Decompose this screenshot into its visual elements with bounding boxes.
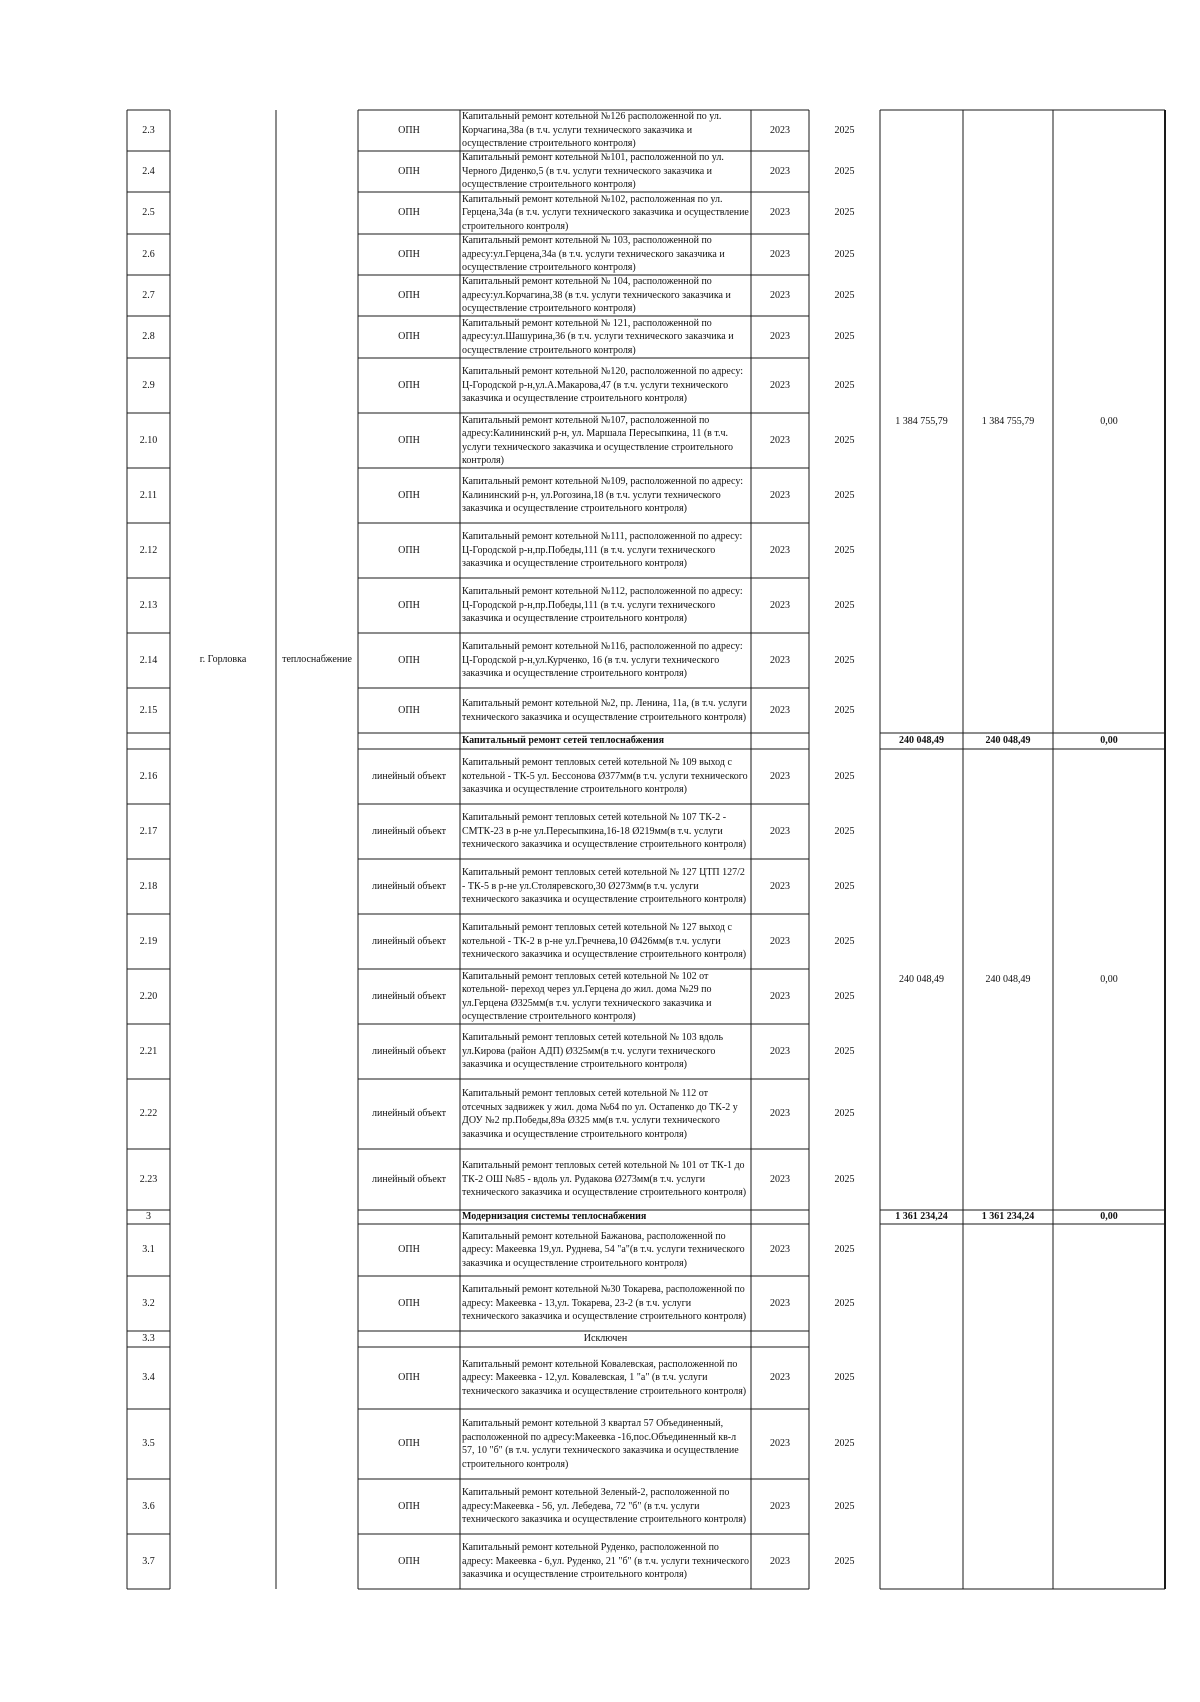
year-end: 2025 [834, 1045, 855, 1057]
row-number: 2.9 [142, 379, 155, 391]
city-name: г. Горловка [199, 654, 247, 666]
row-number: 3.3 [142, 1333, 155, 1345]
year-end: 2025 [834, 654, 855, 666]
object-type: ОПН [398, 654, 420, 666]
object-type: ОПН [398, 1555, 420, 1567]
year-start: 2023 [770, 825, 790, 837]
year-end: 2025 [834, 248, 855, 260]
row-number: 3.1 [142, 1244, 155, 1256]
work-description: Капитальный ремонт котельной №126 расположенной по ул. Корчагина,38а (в т.ч. услуги технического заказчика и осуществление строительного контроля) [462, 111, 722, 150]
year-end: 2025 [834, 207, 855, 219]
group-total: 1 384 755,79 [895, 415, 948, 427]
section-total: 1 361 234,24 [981, 1211, 1035, 1223]
year-start: 2023 [770, 331, 790, 343]
work-description: Капитальный ремонт котельной 3 квартал 57 Объединенный, расположенной по адресу:Макеевка -16,пос.Объединенный кв-л 57, 10 "б" (в т.ч. услуги технического заказчика и осуществление строительного контроля) [462, 1418, 739, 1470]
year-end: 2025 [834, 599, 855, 611]
section-total: 0,00 [1100, 1211, 1118, 1223]
year-start [751, 733, 809, 749]
object-type: ОПН [398, 1500, 420, 1512]
year-start: 2023 [770, 544, 790, 556]
row-number: 2.13 [139, 599, 158, 611]
year-end: 2025 [834, 880, 855, 892]
year-start: 2023 [770, 704, 790, 716]
row-number: 2.19 [139, 935, 158, 947]
year-start: 2023 [770, 1297, 790, 1309]
row-number: 2.4 [142, 165, 155, 177]
row-number: 2.17 [139, 825, 158, 837]
year-start: 2023 [770, 165, 790, 177]
row-number: 2.20 [139, 990, 158, 1002]
work-description: Капитальный ремонт тепловых сетей котельной № 112 от отсечных задвижек у жил. дома №64 по ул. Остапенко до ТК-2 у ДОУ №2 пр.Победы,89а Ø325 мм(в т.ч. услуги технического заказчика и осуществление строительного контроля) [462, 1088, 738, 1140]
work-description: Капитальный ремонт котельной №107, расположенной по адресу:Калининский р-н, ул. Маршала Пересыпкина, 11 (в т.ч. услуги технического заказчика и осуществление строительного контроля) [462, 414, 734, 466]
object-type [358, 733, 460, 749]
group-total: 1 384 755,79 [981, 415, 1035, 427]
year-start: 2023 [770, 880, 790, 892]
year-start [751, 1331, 809, 1347]
row-number: 2.3 [142, 124, 155, 136]
object-type: линейный объект [372, 1108, 446, 1120]
row-number: 2.16 [139, 770, 158, 782]
year-start: 2023 [770, 1173, 790, 1185]
year-start: 2023 [770, 1438, 790, 1450]
work-description: Капитальный ремонт тепловых сетей котельной № 107 ТК-2 - СМТК-23 в р-не ул.Пересыпкина,16-18 Ø219мм(в т.ч. услуги технического заказчика и осуществление строительного контроля) [462, 812, 747, 851]
section-total: 1 361 234,24 [895, 1211, 948, 1223]
group-total: 240 048,49 [985, 973, 1031, 985]
year-start [751, 1210, 809, 1224]
group-total: 0,00 [1100, 973, 1118, 985]
year-end [809, 1210, 880, 1224]
row-number: 2.8 [142, 331, 155, 343]
year-start: 2023 [770, 770, 790, 782]
work-description: Исключен [583, 1333, 628, 1345]
work-description: Капитальный ремонт котельной № 104, расположенной по адресу:ул.Корчагина,38 (в т.ч. услуги технического заказчика и осуществление строительного контроля) [462, 276, 731, 315]
year-start: 2023 [770, 1108, 790, 1120]
work-description: Капитальный ремонт котельной Ковалевская, расположенной по адресу: Макеевка - 12,ул. Ковалевская, 1 "а" (в т.ч. услуги технического заказчика и осуществление строительного контроля) [462, 1358, 747, 1397]
year-start: 2023 [770, 1555, 790, 1567]
object-type: ОПН [398, 248, 420, 260]
work-description: Капитальный ремонт котельной Руденко, расположенной по адресу: Макеевка - 6,ул. Руденко, 21 "б" (в т.ч. услуги технического заказчика и осуществление строительного контроля) [462, 1542, 749, 1581]
year-end: 2025 [834, 1244, 855, 1256]
year-start: 2023 [770, 248, 790, 260]
row-number: 2.5 [142, 207, 155, 219]
object-type: ОПН [398, 1297, 420, 1309]
row-number: 3 [146, 1211, 151, 1223]
work-description: Капитальный ремонт котельной Зеленый-2, расположенной по адресу:Макеевка - 56, ул. Лебедева, 72 "б" (в т.ч. услуги технического заказчика и осуществление строительного контроля) [462, 1487, 747, 1526]
year-start: 2023 [770, 1045, 790, 1057]
work-description: Капитальный ремонт котельной №2, пр. Ленина, 11а, (в т.ч. услуги технического заказчика и осуществление строительного контроля) [462, 698, 747, 723]
year-start: 2023 [770, 1244, 790, 1256]
row-number: 3.7 [142, 1555, 155, 1567]
work-description: Капитальный ремонт тепловых сетей котельной № 109 выход с котельной - ТК-5 ул. Бессонова Ø377мм(в т.ч. услуги технического заказчика и осуществление строительного контроля) [462, 757, 748, 796]
row-number: 2.11 [139, 489, 158, 501]
work-description: Капитальный ремонт котельной №101, расположенной по ул. Черного Диденко,5 (в т.ч. услуги технического заказчика и осуществление строительного контроля) [462, 152, 724, 191]
object-type: ОПН [398, 1372, 420, 1384]
row-number: 2.21 [139, 1045, 158, 1057]
sector-name: теплоснабжение [282, 654, 352, 666]
year-end [809, 733, 880, 749]
object-type: линейный объект [372, 825, 446, 837]
row-number: 2.14 [139, 654, 158, 666]
year-start: 2023 [770, 990, 790, 1002]
object-type: ОПН [398, 1438, 420, 1450]
work-description: Капитальный ремонт котельной №102, расположенная по ул. Герцена,34а (в т.ч. услуги технического заказчика и осуществление строительного контроля) [462, 193, 749, 232]
work-description: Капитальный ремонт котельной №112, расположенной по адресу: Ц-Городской р-н,пр.Победы,111 (в т.ч. услуги технического заказчика и осуществление строительного контроля) [462, 586, 743, 625]
year-start: 2023 [770, 1500, 790, 1512]
object-type [358, 1210, 460, 1224]
year-start: 2023 [770, 207, 790, 219]
year-end: 2025 [834, 1500, 855, 1512]
object-type: линейный объект [372, 1173, 446, 1185]
row-number: 2.12 [139, 544, 158, 556]
section-heading: Капитальный ремонт сетей теплоснабжения [462, 735, 664, 747]
object-type: ОПН [398, 379, 420, 391]
work-description: Капитальный ремонт котельной №111, расположенной по адресу: Ц-Городской р-н,пр.Победы,111 (в т.ч. услуги технического заказчика и осуществление строительного контроля) [462, 531, 743, 570]
section-total: 0,00 [1100, 735, 1118, 747]
row-number [127, 733, 170, 749]
year-start: 2023 [770, 379, 790, 391]
object-type: ОПН [398, 599, 420, 611]
year-start: 2023 [770, 654, 790, 666]
work-description: Капитальный ремонт котельной №109, расположенной по адресу: Калининский р-н, ул.Рогозина,18 (в т.ч. услуги технического заказчика и осуществление строительного контроля) [462, 476, 743, 515]
year-end [809, 1331, 880, 1347]
year-start: 2023 [770, 489, 790, 501]
year-end: 2025 [834, 289, 855, 301]
year-end: 2025 [834, 124, 855, 136]
row-number: 2.10 [139, 434, 158, 446]
row-number: 3.2 [142, 1297, 155, 1309]
year-end: 2025 [834, 1297, 855, 1309]
object-type [358, 1331, 460, 1347]
object-type: ОПН [398, 434, 420, 446]
work-description: Капитальный ремонт котельной №30 Токарева, расположенной по адресу: Макеевка - 13,ул. Токарева, 23-2 (в т.ч. услуги технического заказчика и осуществление строительного контроля) [462, 1284, 747, 1323]
year-end: 2025 [834, 434, 855, 446]
year-start: 2023 [770, 1372, 790, 1384]
object-type: линейный объект [372, 1045, 446, 1057]
year-end: 2025 [834, 165, 855, 177]
year-end: 2025 [834, 770, 855, 782]
section-total: 240 048,49 [985, 735, 1031, 747]
object-type: ОПН [398, 207, 420, 219]
section-total: 240 048,49 [899, 735, 944, 747]
object-type: ОПН [398, 289, 420, 301]
year-end: 2025 [834, 825, 855, 837]
object-type: линейный объект [372, 990, 446, 1002]
row-number: 2.23 [139, 1173, 158, 1185]
object-type: ОПН [398, 124, 420, 136]
year-start: 2023 [770, 434, 790, 446]
group-total: 0,00 [1100, 415, 1118, 427]
work-description: Капитальный ремонт котельной №120, расположенной по адресу: Ц-Городской р-н,ул.А.Макарова,47 (в т.ч. услуги технического заказчика и осуществление строительного контроля) [462, 366, 743, 405]
object-type: ОПН [398, 544, 420, 556]
object-type: ОПН [398, 704, 420, 716]
object-type: линейный объект [372, 935, 446, 947]
row-number: 3.5 [142, 1438, 155, 1450]
year-start: 2023 [770, 124, 790, 136]
year-end: 2025 [834, 489, 855, 501]
year-end: 2025 [834, 1438, 855, 1450]
work-description: Капитальный ремонт котельной № 103, расположенной по адресу:ул.Герцена,34а (в т.ч. услуги технического заказчика и осуществление строительного контроля) [462, 235, 725, 274]
row-number: 2.6 [142, 248, 155, 260]
object-type: ОПН [398, 489, 420, 501]
section-heading: Модернизация системы теплоснабжения [462, 1211, 647, 1223]
year-end: 2025 [834, 935, 855, 947]
year-start: 2023 [770, 289, 790, 301]
object-type: ОПН [398, 331, 420, 343]
year-end: 2025 [834, 1372, 855, 1384]
year-end: 2025 [834, 704, 855, 716]
work-description: Капитальный ремонт котельной Бажанова, расположенной по адресу: Макеевка 19,ул. Руднева, 54 "а"(в т.ч. услуги технического заказчика и осуществление строительного контроля) [462, 1230, 745, 1269]
year-start: 2023 [770, 935, 790, 947]
row-number: 3.4 [142, 1372, 155, 1384]
year-end: 2025 [834, 1108, 855, 1120]
row-number: 3.6 [142, 1500, 155, 1512]
work-description: Капитальный ремонт тепловых сетей котельной № 103 вдоль ул.Кирова (район АДП) Ø325мм(в т.ч. услуги технического заказчика и осуществление строительного контроля) [462, 1032, 724, 1071]
year-end: 2025 [834, 544, 855, 556]
row-number: 2.22 [139, 1108, 158, 1120]
object-type: линейный объект [372, 880, 446, 892]
year-end: 2025 [834, 379, 855, 391]
year-end: 2025 [834, 1173, 855, 1185]
year-start: 2023 [770, 599, 790, 611]
object-type: ОПН [398, 165, 420, 177]
work-description: Капитальный ремонт тепловых сетей котельной № 102 от котельной- переход через ул.Герцена до жил. дома №29 по ул.Герцена Ø325мм(в т.ч. услуги технического заказчика и осуществление строительного контроля) [462, 970, 712, 1022]
year-end: 2025 [834, 1555, 855, 1567]
year-end: 2025 [834, 331, 855, 343]
work-description: Капитальный ремонт тепловых сетей котельной № 127 выход с котельной - ТК-2 в р-не ул.Гречнева,10 Ø426мм(в т.ч. услуги технического заказчика и осуществление строительного контроля) [462, 922, 747, 961]
object-type: линейный объект [372, 770, 446, 782]
group-total: 240 048,49 [899, 973, 944, 985]
work-description: Капитальный ремонт тепловых сетей котельной № 101 от ТК-1 до ТК-2 ОШ №85 - вдоль ул. Рудакова Ø273мм(в т.ч. услуги технического заказчика и осуществление строительного контроля) [462, 1160, 747, 1199]
work-description: Капитальный ремонт тепловых сетей котельной № 127 ЦТП 127/2 - ТК-5 в р-не ул.Столяревского,30 Ø273мм(в т.ч. услуги технического заказчика и осуществление строительного контроля) [462, 867, 747, 906]
row-number: 2.7 [142, 289, 155, 301]
row-number: 2.18 [139, 880, 158, 892]
work-description: Капитальный ремонт котельной № 121, расположенной по адресу:ул.Шашурина,36 (в т.ч. услуги технического заказчика и осуществление строительного контроля) [462, 317, 734, 356]
work-description: Капитальный ремонт котельной №116, расположенной по адресу: Ц-Городской р-н,ул.Курченко, 16 (в т.ч. услуги технического заказчика и осуществление строительного контроля) [462, 641, 743, 680]
object-type: ОПН [398, 1244, 420, 1256]
year-end: 2025 [834, 990, 855, 1002]
row-number: 2.15 [139, 704, 158, 716]
